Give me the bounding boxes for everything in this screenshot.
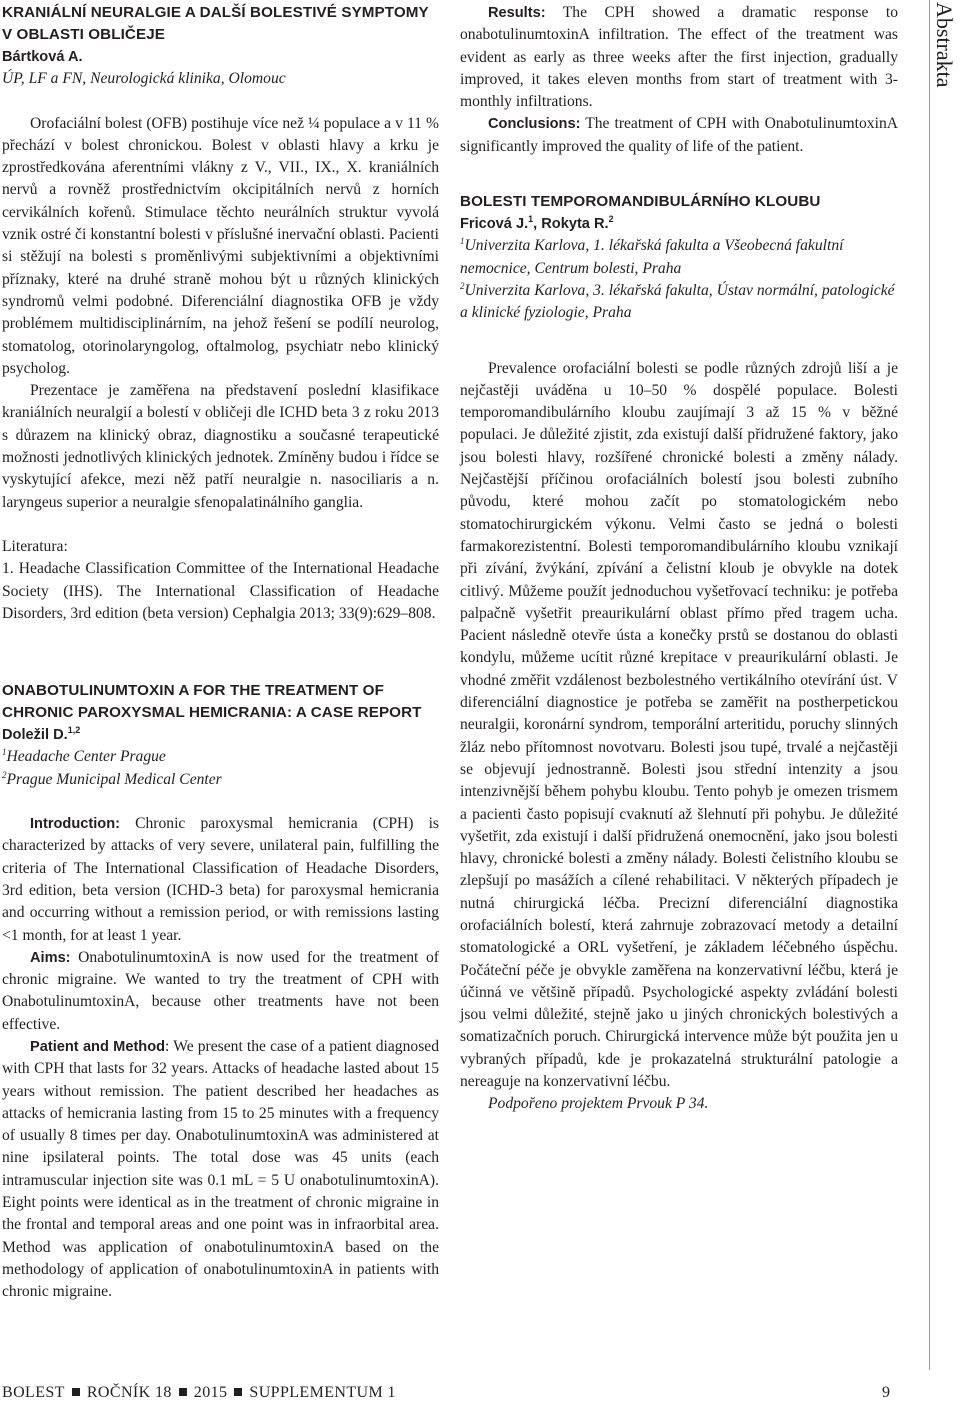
footer-journal: BOLEST — [2, 1384, 65, 1401]
article-2-affiliation: $^2$Prague Municipal Medical Center — [2, 769, 222, 788]
introduction-paragraph: Introduction: Chronic paroxysmal hemicrania (CPH) is characterized by attacks of very severe, unilateral pain, fulfilling the criteria of The International Classification of Headache Disorders, 3rd edition, beta version (ICHD-3 beta) for paroxysmal hemicrania and occurring without a remission period, or with remissions lasting <1 month, for at least 1 year. — [2, 815, 439, 944]
article-2-title: ONABOTULINUMTOXIN A FOR THE TREATMENT OF CHRONIC PAROXYSMAL HEMICRANIA: A CASE REPORT — [2, 682, 422, 722]
funding-note: Podpořeno projektem Prvouk P 34. — [488, 1095, 709, 1113]
article-1-affiliation: ÚP, LF a FN, Neurologická klinika, Olomouc — [2, 70, 286, 88]
journal-footer — [2, 1383, 396, 1403]
literature-item: 1. Headache Classification Committee of the International Headache Society (IHS). The International Classification of Headache Disorders, 3rd edition (beta version) Cephalgia 2013; 33(9):629–808. — [2, 560, 439, 622]
conclusions-paragraph: Conclusions: The treatment of CPH with OnabotulinumtoxinA significantly improved the quality of life of the patient. — [460, 115, 898, 155]
right-column — [460, 2, 898, 1116]
article-2-affiliation: $^1$Headache Center Prague — [2, 747, 166, 766]
square-separator-icon — [72, 1388, 80, 1396]
article-1-paragraph: Orofaciální bolest (OFB) postihuje více než ¼ populace a v 11 % přechází v bolest chronickou. Bolest v oblasti hlavy a krku je zprostředkována aferentními vlákny z V., VII., IX., X. kraniálních nervů a rovněž prostřednictvím okcipitálních nervů z horních cervikálních kořenů. Stimulace těchto neurálních struktur vyvolá vznik ostré či konstantní bolesti v příslušné inervační oblasti. Pacienti si stěžují na bolesti s proměnlivými subjektivními a objektivními příznaky, které na druhé straně mohou být u různých klinických syndromů velmi podobné. Diferenciální diagnostika OFB je vždy problémem multidisciplinárním, na jehož řešení se podílí neurolog, stomatolog, otorinolaryngolog, oftalmolog, psychiatr nebo klinický psycholog. — [2, 114, 439, 377]
footer-volume: ROČNÍK 18 — [86, 1384, 172, 1401]
article-3 — [460, 191, 898, 1116]
article-3-affiliation: $^2$Univerzita Karlova, 3. lékařská fakulta, Ústav normální, patologické a klinické fyziologie, Praha — [460, 280, 895, 322]
square-separator-icon — [179, 1388, 187, 1396]
article-1-paragraph: Prezentace je zaměřena na představení poslední klasifikace kraniálních neuralgií a bolestí v obličeji dle ICHD beta 3 z roku 2013 s důrazem na klinický obraz, diagnostiku a současné terapeutické možnosti jednotlivých klinických jednotek. Zmíněny budou i řídce se vyskytující afekce, mezi něž patří neuralgie n. nasociliaris a n. laryngeus superior a neuralgie sfenopalatinálního ganglia. — [2, 382, 439, 511]
article-3-paragraph: Prevalence orofaciální bolesti se podle různých zdrojů liší a je nejčastěji uváděna u 10–50 % dospělé populace. Bolesti temporomandibulárního kloubu zaujímají 3 až 15 % v běžné populaci. Je důležité zjistit, zda existují další přidružené faktory, jako jsou bolesti hlavy, rozšířené chronické bolesti a změny nálady. Nejčastější příčinou orofaciálních bolestí jsou bolesti zubního původu, které mohou začít po stomatologickém nebo stomatochirurgickém výkonu. Velmi často se jedná o bolesti farmakorezistentní. Bolesti temporomandibulárního kloubu vznikají při zívání, žvýkání, zpívání a čelistní kloub je obvykle na dotek citlivý. Můžeme použít jednoduchou vyšetřovací techniku: je potřeba palpačně vyšetřit preaurikulární oblast přímo před tragem ucha. Pacient následně otevře ústa a konečky prstů se dostanou do oblasti kondylu, můžeme ucítit různé krepitace v preaurikulární oblasti. Je vhodné změřit vzdálenost bezbolestného vertikálního otevírání úst. V diferenciální diagnostice je potřeba se zaměřit na postherpetickou neuralgii, koronární syndrom, temporální arteritidu, poruchy slinných žláz nebo přítomnost novotvaru. Bolesti jsou tupé, trvalé a nejčastěji se objevují jednostranně. Bolesti jsou střední intenzity a jsou intenzivnější během pohybu kloubu. Tento pohyb je omezen trismem a pacienti často popisují cvaknutí až šlehnutí při pohybu. Je důležité vyšetřit, zda existují i další přidružená onemocnění, jako jsou bolesti hlavy, chronické bolesti a změny nálady. Bolesti čelistního kloubu se zlepšují po masážích a cílené rehabilitaci. V některých případech je nutná chirurgická léčba. Precizní diferenciální diagnostika orofaciálních bolestí, která zahrnuje zobrazovací metody a detailní stomatologické a ORL vyšetření, je základem léčebného úspěchu. Počáteční péče je obvykle zaměřena na konzervativní léčbu, která je účinná ve většině případů. Psychologické aspekty zvládání bolesti jsou velmi důležité, stejně jako u jiných chronických bolestivých a somatizačních poruch. Chirurgická intervence může být použita jen u vybraných případů, kde je prokazatelná strukturální patologie a nereaguje na konzervativní léčbu. — [460, 359, 898, 1091]
footer-supplement: SUPPLEMENTUM 1 — [249, 1384, 396, 1401]
article-3-authors: Fricová J.$^1$, Rokyta R.$^2$ — [460, 214, 614, 233]
left-column — [2, 2, 439, 1304]
article-1 — [2, 2, 439, 625]
footer-year: 2015 — [193, 1384, 228, 1401]
article-2-author: Doležil D.$^{1,2}$ — [2, 725, 81, 744]
margin-rule — [929, 0, 930, 1370]
article-3-affiliation: $^1$Univerzita Karlova, 1. lékařská fakulta a Všeobecná fakultní nemocnice, Centrum bolesti, Praha — [460, 236, 844, 277]
literature-label: Literatura: — [2, 537, 68, 555]
square-separator-icon — [234, 1388, 242, 1396]
page-number: 9 — [882, 1384, 890, 1401]
method-paragraph: Patient and Method: We present the case of a patient diagnosed with CPH that lasts for 32 years. Attacks of headache lasted about 15 years without remission. The patient described her headaches as attacks of hemicrania lasting from 15 to 25 minutes with a frequency of usually 8 times per day. OnabotulinumtoxinA was administered at nine ipsilateral points. The total dose was 45 units (each intramuscular injection site was 0.1 mL = 5 U onabotulinumtoxinA). Eight points were identical as in the treatment of chronic migraine in the frontal and temporal areas and one point was in infraorbital area. Method was application of onabotulinumtoxinA based on the methodology of application of onabotulinumtoxinA in patients with chronic migraine. — [2, 1037, 439, 1301]
results-paragraph: Results: The CPH showed a dramatic response to onabotulinumtoxinA infiltration. The effect of the treatment was evident as early as three weeks after the first injection, gradually improved, it takes eleven months from start of treatment with 3-monthly infiltrations. — [460, 4, 898, 111]
section-label: Abstrakta — [932, 2, 957, 88]
article-3-title: BOLESTI TEMPOROMANDIBULÁRNÍHO KLOUBU — [460, 193, 821, 211]
aims-paragraph: Aims: OnabotulinumtoxinA is now used for the treatment of chronic migraine. We wanted to try the treatment of CPH with OnabotulinumtoxinA, because other treatments have not been effective. — [2, 948, 439, 1033]
article-1-author: Bártková A. — [2, 49, 83, 65]
article-1-title: KRANIÁLNÍ NEURALGIE A DALŠÍ BOLESTIVÉ SYMPTOMY V OBLASTI OBLIČEJE — [2, 4, 429, 43]
article-2 — [2, 680, 439, 1303]
